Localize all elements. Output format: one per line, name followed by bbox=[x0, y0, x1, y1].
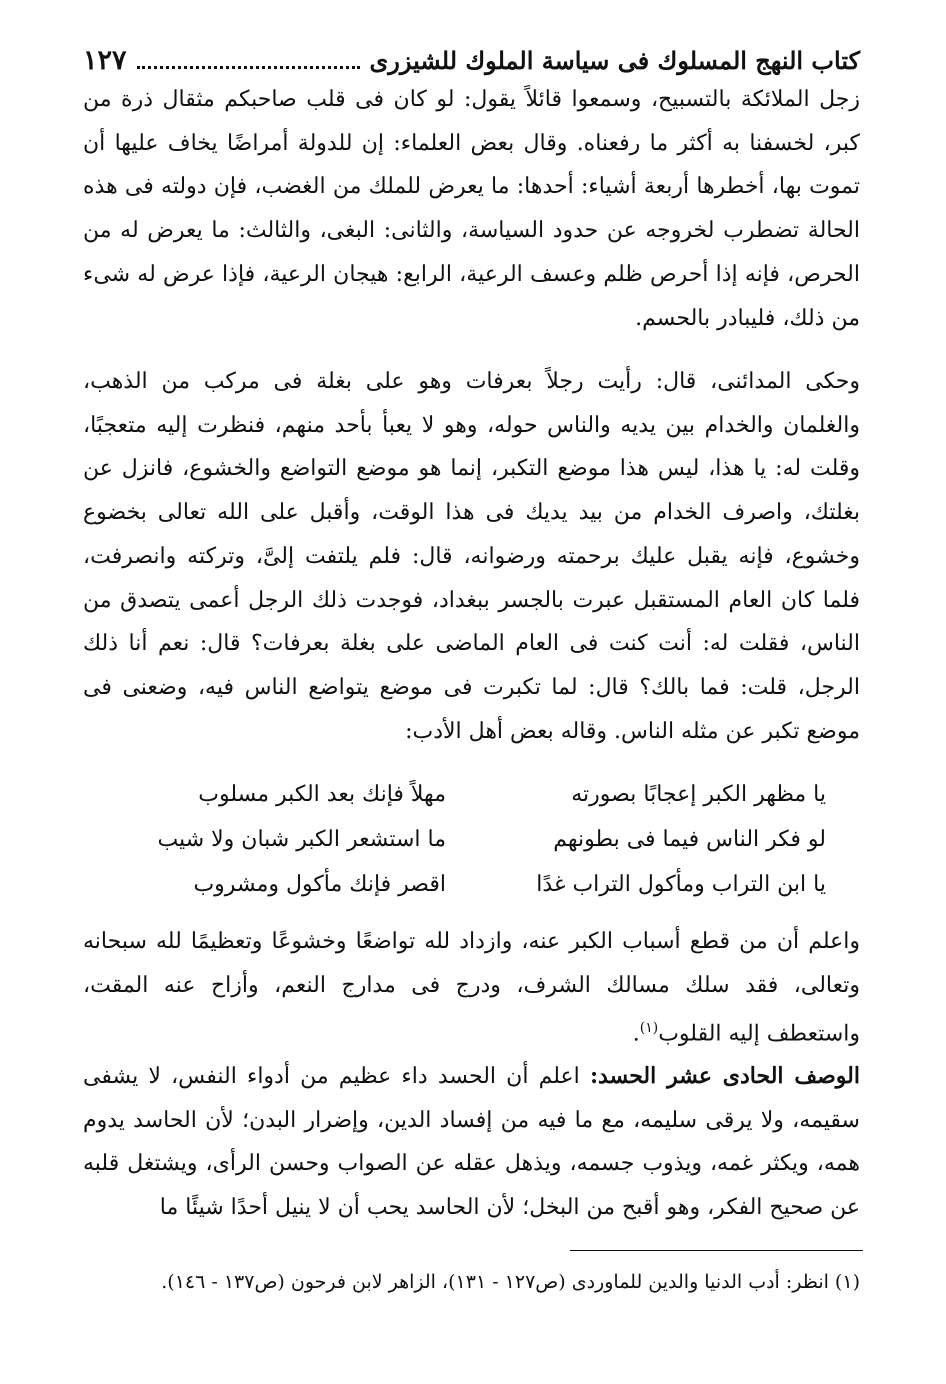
paragraph-text: زجل الملائكة بالتسبيح، وسمعوا قائلاً يقول: لو كان فى قلب صاحبكم مثقال ذرة من كبر، لخسفنا به أكثر ما رفعناه. وقال بعض العلماء: إن للدولة أمراضًا يخاف عليها أن تموت بها، أخطرها أربعة أشياء: أحدها: ما يعرض للملك من الغضب، فإن دولته فى هذه الحالة تضطرب لخروجه عن حدود السياسة، والثانى: البغى، والثالث: ما يعرض له من الحرص، فإنه إذا أحرص ظلم وعسف الرعية، الرابع: هيجان الرعية، فإذا عرض له شىء من ذلك، فليبادر بالحسم. bbox=[83, 87, 860, 331]
paragraph-madaini-story bbox=[83, 360, 860, 753]
verse-second-hemistich: ما استشعر الكبر شبان ولا شيب bbox=[157, 827, 446, 852]
paragraph-body: اعلم أن الحسد داء عظيم من أدواء النفس، لا يشفى سقيمه، ولا يرقى سليمه، مع ما فيه من إفساد الدين، وإضرار البدن؛ لأن الحاسد يدوم همه، ويكثر غمه، ويذوب جسمه، ويذهل عقله عن الصواب وحسن الرأى، ويشتغل قلبه عن صحيح الفكر، وهو أقبح من البخل؛ لأن الحاسد يحب أن لا ينيل أحدًا شيئًا ما bbox=[83, 1064, 860, 1221]
section-heading: الوصف الحادى عشر الحسد: bbox=[589, 1063, 860, 1089]
paragraph-diseases-of-state bbox=[83, 78, 860, 340]
footnote-divider bbox=[570, 1250, 863, 1251]
verse-first-hemistich: يا ابن التراب ومأكول التراب غدًا bbox=[536, 872, 826, 897]
verse-first-hemistich: يا مظهر الكبر إعجابًا بصورته bbox=[571, 782, 826, 807]
poem-verse bbox=[146, 772, 826, 817]
running-header bbox=[83, 38, 860, 82]
footnote: (١) انظر: أدب الدنيا والدين للماوردى (ص١٢٧ - ١٣١)، الزاهر لابن فرحون (ص١٣٧ - ١٤٦). bbox=[161, 1271, 860, 1293]
footnote-reference[interactable]: (١) bbox=[639, 1020, 659, 1037]
book-title: كتاب النهج المسلوك فى سياسة الملوك للشيزرى bbox=[369, 45, 860, 75]
paragraph-text bbox=[83, 920, 860, 1056]
verse-second-hemistich: مهلاً فإنك بعد الكبر مسلوب bbox=[198, 782, 446, 807]
poem bbox=[146, 772, 826, 907]
page-number: ١٢٧ bbox=[83, 44, 127, 76]
paragraph-humility bbox=[83, 920, 860, 1056]
poem-verse bbox=[146, 862, 826, 907]
poem-verse bbox=[146, 817, 826, 862]
paragraph-envy bbox=[83, 1055, 860, 1230]
paragraph-end-mark: . bbox=[632, 1021, 640, 1047]
paragraph-text bbox=[83, 1055, 860, 1230]
paragraph-body: واعلم أن من قطع أسباب الكبر عنه، وازداد لله تواضعًا وخشوعًا وتعظيمًا لله سبحانه وتعالى، فقد سلك مسالك الشرف، ودرج فى مدارج النعم، وأزاح عنه المقت، واستعطف إليه القلوب bbox=[83, 929, 860, 1047]
header-dot-leader bbox=[137, 52, 360, 69]
paragraph-text: وحكى المدائنى، قال: رأيت رجلاً بعرفات وهو على بغلة فى مركب من الذهب، والغلمان والخدام بين يديه والناس حوله، وهو لا يعبأ بأحد منهم، فنظرت إليه متعجبًا، وقلت له: يا هذا، ليس هذا موضع التكبر، إنما هو موضع التواضع والخشوع، فانزل عن بغلتك، واصرف الخدام من بيد يديك فى هذا الوقت، وأقبل على الله تعالى بخضوع وخشوع، فإنه يقبل عليك برحمته ورضوانه، قال: فلم يلتفت إلىَّ، وتركته وانصرفت، فلما كان العام المستقبل عبرت بالجسر ببغداد، فوجدت ذلك الرجل أعمى يتصدق من الناس، فقلت له: أنت كنت فى العام الماضى على بغلة بعرفات؟ قال: نعم أنا ذلك الرجل، قلت: فما بالك؟ قال: لما تكبرت فى موضع يتواضع الناس فيه، وضعنى فى موضع تكبر عن مثله الناس. وقاله بعض أهل الأدب: bbox=[83, 369, 860, 744]
verse-second-hemistich: اقصر فإنك مأكول ومشروب bbox=[193, 872, 446, 897]
verse-first-hemistich: لو فكر الناس فيما فى بطونهم bbox=[553, 827, 826, 852]
